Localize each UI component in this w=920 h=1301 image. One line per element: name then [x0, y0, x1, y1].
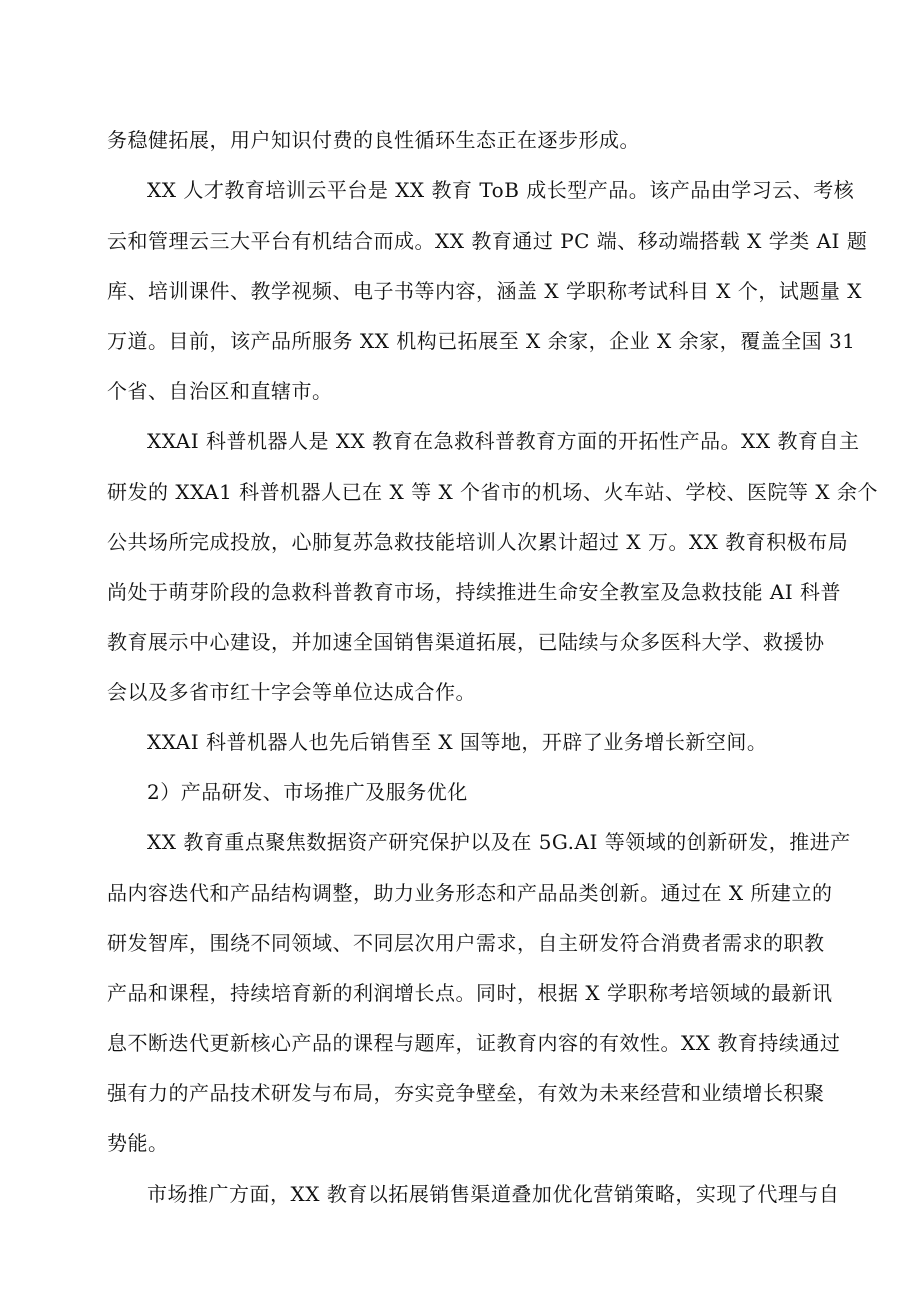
paragraph-5-line-2: 研发智库，围绕不同领域、不同层次用户需求，自主研发符合消费者需求的职教 — [107, 931, 825, 955]
paragraph-5-line-1: 品内容迭代和产品结构调整，助力业务形态和产品品类创新。通过在 X 所建立的 — [107, 881, 833, 905]
paragraph-5-line-0: XX 教育重点聚焦数据资产研究保护以及在 5G.AI 等领域的创新研发，推进产 — [147, 830, 851, 854]
paragraph-5-line-3: 产品和课程，持续培育新的利润增长点。同时，根据 X 学职称考培领域的最新讯 — [107, 981, 833, 1005]
paragraph-1-line-2: 库、培训课件、教学视频、电子书等内容，涵盖 X 学职称考试科目 X 个，试题量 X — [107, 279, 863, 303]
paragraph-5-line-5: 强有力的产品技术研发与布局，夯实竞争壁垒，有效为未来经营和业绩增长积聚 — [107, 1081, 825, 1105]
paragraph-2-line-0: XXAI 科普机器人是 XX 教育在急救科普教育方面的开拓性产品。XX 教育自主 — [147, 429, 860, 453]
paragraph-2-line-4: 教育展示中心建设，并加速全国销售渠道拓展，已陆续与众多医科大学、救援协 — [107, 630, 825, 654]
paragraph-2-line-2: 公共场所完成投放，心肺复苏急救技能培训人次累计超过 X 万。XX 教育积极布局 — [107, 530, 849, 554]
paragraph-1-line-1: 云和管理云三大平台有机结合而成。XX 教育通过 PC 端、移动端搭载 X 学类 AI 题 — [107, 229, 868, 253]
paragraph-2-line-1: 研发的 XXA1 科普机器人已在 X 等 X 个省市的机场、火车站、学校、医院等 X 余个 — [107, 480, 879, 504]
paragraph-1-line-3: 万道。目前，该产品所服务 XX 机构已拓展至 X 余家，企业 X 余家，覆盖全国 31 — [107, 329, 856, 353]
paragraph-1-line-4: 个省、自治区和直辖市。 — [107, 379, 333, 403]
paragraph-1-line-0: XX 人才教育培训云平台是 XX 教育 ToB 成长型产品。该产品由学习云、考核 — [147, 178, 855, 202]
paragraph-6-line-0: 市场推广方面，XX 教育以拓展销售渠道叠加优化营销策略，实现了代理与自 — [147, 1182, 840, 1206]
section-heading: 2）产品研发、市场推广及服务优化 — [147, 780, 468, 804]
paragraph-2-line-3: 尚处于萌芽阶段的急救科普教育市场，持续推进生命安全教室及急救技能 AI 科普 — [107, 580, 842, 604]
paragraph-5-line-6: 势能。 — [107, 1131, 169, 1155]
paragraph-5-line-4: 息不断迭代更新核心产品的课程与题库，证教育内容的有效性。XX 教育持续通过 — [107, 1031, 841, 1055]
paragraph-0-line-0: 务稳健拓展，用户知识付费的良性循环生态正在逐步形成。 — [107, 128, 640, 152]
paragraph-2-line-5: 会以及多省市红十字会等单位达成合作。 — [107, 680, 476, 704]
paragraph-3-line-0: XXAI 科普机器人也先后销售至 X 国等地，开辟了业务增长新空间。 — [147, 730, 768, 754]
